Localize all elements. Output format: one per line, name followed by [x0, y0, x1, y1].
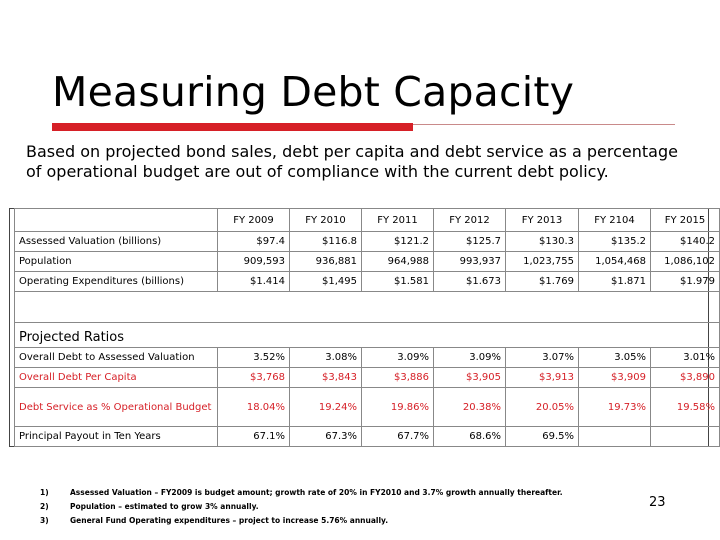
footnote-text: Population – estimated to grow 3% annually.	[70, 502, 259, 511]
table-cell: $3,768	[218, 368, 290, 388]
table-cell: 1,054,468	[579, 252, 651, 272]
table-cell: 19.73%	[579, 388, 651, 427]
table-cell	[579, 427, 651, 447]
header-cell-fy2013: FY 2013	[506, 209, 579, 232]
table-cell: 3.52%	[218, 348, 290, 368]
header-cell-blank	[15, 209, 218, 232]
table-cell: 67.3%	[290, 427, 362, 447]
footnote-text: Assessed Valuation – FY2009 is budget amount; growth rate of 20% in FY2010 and 3.7% growth annually thereafter.	[70, 488, 563, 497]
table-cell: $121.2	[362, 232, 434, 252]
header-cell-fy2009: FY 2009	[218, 209, 290, 232]
table-cell: $135.2	[579, 232, 651, 252]
table-cell: 19.58%	[651, 388, 720, 427]
spacer-cell	[15, 292, 720, 323]
section-label-projected-ratios: Projected Ratios	[15, 323, 720, 348]
table-cell: $3,909	[579, 368, 651, 388]
page-number: 23	[649, 495, 666, 510]
footnote-number: 3)	[40, 516, 49, 525]
table-cell: $125.7	[434, 232, 506, 252]
footnote-item	[40, 488, 563, 502]
table-cell: 68.6%	[434, 427, 506, 447]
row-label: Assessed Valuation (billions)	[15, 232, 218, 252]
header-cell-fy2011: FY 2011	[362, 209, 434, 232]
table-cell: $1.414	[218, 272, 290, 292]
footnote-item	[40, 516, 563, 530]
table-cell: 67.7%	[362, 427, 434, 447]
footnote-number: 2)	[40, 502, 49, 511]
section-header-row	[15, 323, 720, 348]
table-cell: 20.38%	[434, 388, 506, 427]
table-cell: $1.871	[579, 272, 651, 292]
table-cell: $116.8	[290, 232, 362, 252]
row-label: Overall Debt Per Capita	[15, 368, 218, 388]
table-row	[15, 252, 720, 272]
table-cell: 69.5%	[506, 427, 579, 447]
table-cell: $3,843	[290, 368, 362, 388]
header-cell-fy2012: FY 2012	[434, 209, 506, 232]
table-row-highlighted	[15, 368, 720, 388]
title-underline-thin	[413, 124, 675, 125]
debt-capacity-table	[14, 208, 720, 447]
table-cell: 3.09%	[362, 348, 434, 368]
table-row	[15, 427, 720, 447]
row-label: Debt Service as % Operational Budget	[15, 388, 218, 427]
table-header-row	[15, 209, 720, 232]
table-cell: 3.07%	[506, 348, 579, 368]
table-cell: 1,023,755	[506, 252, 579, 272]
table-row	[15, 348, 720, 368]
table-row	[15, 272, 720, 292]
table-cell: $1.673	[434, 272, 506, 292]
table-row	[15, 232, 720, 252]
row-label: Population	[15, 252, 218, 272]
table-cell: 1,086,102	[651, 252, 720, 272]
table-cell: $3,905	[434, 368, 506, 388]
footnote-number: 1)	[40, 488, 49, 497]
table-cell: $3,913	[506, 368, 579, 388]
footnote-item	[40, 502, 563, 516]
table-cell: 3.05%	[579, 348, 651, 368]
table-spacer-row	[15, 292, 720, 323]
table-cell: $140.2	[651, 232, 720, 252]
table-cell: 3.01%	[651, 348, 720, 368]
table-cell: 19.24%	[290, 388, 362, 427]
table-cell: $1.581	[362, 272, 434, 292]
table-cell: 3.09%	[434, 348, 506, 368]
table-cell: 964,988	[362, 252, 434, 272]
header-cell-fy2010: FY 2010	[290, 209, 362, 232]
row-label: Principal Payout in Ten Years	[15, 427, 218, 447]
table-cell: 20.05%	[506, 388, 579, 427]
header-cell-fy2015: FY 2015	[651, 209, 720, 232]
table-cell	[651, 427, 720, 447]
table-cell: $1,495	[290, 272, 362, 292]
table-cell: 67.1%	[218, 427, 290, 447]
table-cell: $3,890	[651, 368, 720, 388]
table-cell: $97.4	[218, 232, 290, 252]
row-label: Overall Debt to Assessed Valuation	[15, 348, 218, 368]
table-cell: $1.979	[651, 272, 720, 292]
table-cell: 18.04%	[218, 388, 290, 427]
table-cell: $3,886	[362, 368, 434, 388]
table-cell: 19.86%	[362, 388, 434, 427]
slide-title: Measuring Debt Capacity	[52, 68, 575, 116]
table-cell: $1.769	[506, 272, 579, 292]
intro-paragraph: Based on projected bond sales, debt per capita and debt service as a percentage of operational budget are out of compliance with the current debt policy.	[26, 142, 678, 181]
table-cell: 909,593	[218, 252, 290, 272]
table-cell: $130.3	[506, 232, 579, 252]
header-cell-fy2104: FY 2104	[579, 209, 651, 232]
footnote-text: General Fund Operating expenditures – project to increase 5.76% annually.	[70, 516, 389, 525]
table-row-highlighted	[15, 388, 720, 427]
footnotes	[40, 488, 563, 530]
table-cell: 3.08%	[290, 348, 362, 368]
title-underline-accent	[52, 123, 413, 131]
table-cell: 993,937	[434, 252, 506, 272]
row-label: Operating Expenditures (billions)	[15, 272, 218, 292]
table-cell: 936,881	[290, 252, 362, 272]
